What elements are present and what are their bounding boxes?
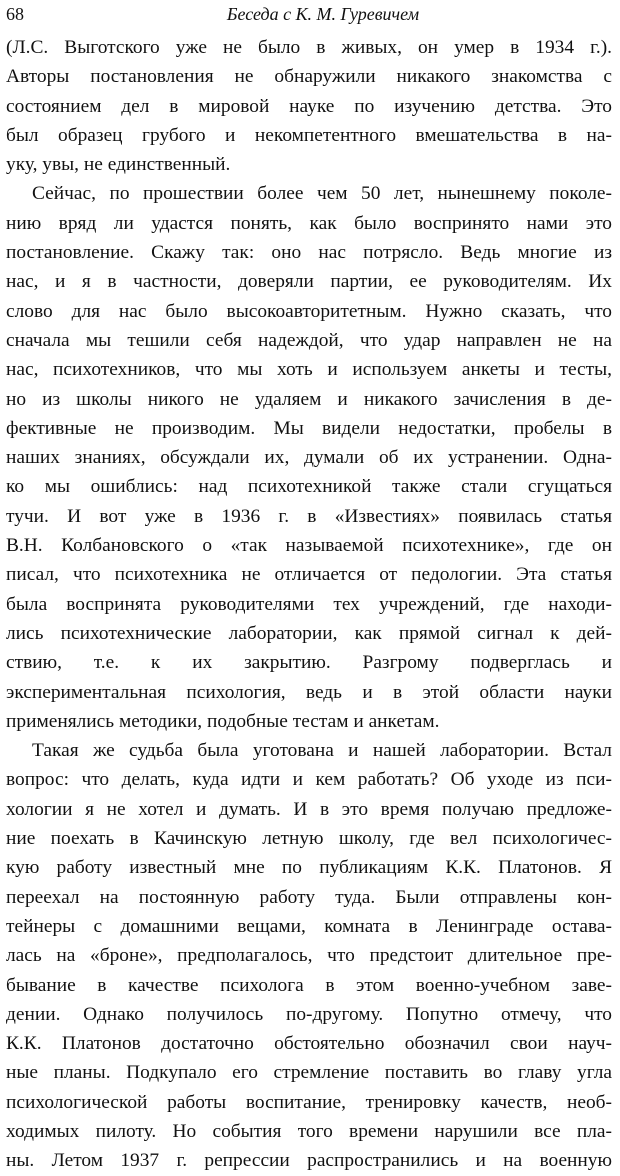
text-line: постановление. Скажу так: оно нас потрясло. Ведь многие из xyxy=(6,242,612,264)
text-line: лись психотехнические лаборатории, как прямой сигнал к дей- xyxy=(6,622,612,644)
paragraph-1 xyxy=(6,33,612,179)
text-line: экспериментальная психология, ведь и в этой области науки xyxy=(6,681,612,703)
text-line: лась на «броне», предполагалось, что предстоит длительное пре- xyxy=(6,945,612,967)
text-line: был образец грубого и некомпетентного вмешательства в на- xyxy=(6,124,612,146)
text-line: тейнеры с домашними вещами, комната в Ленинграде остава- xyxy=(6,915,612,937)
body-text xyxy=(6,33,612,1176)
text-line: ко мы ошиблись: над психотехникой также стали сгущаться xyxy=(6,476,612,498)
text-line: применялись методики, подобные тестам и анкетам. xyxy=(6,710,440,732)
text-line: состоянием дел в мировой науке по изучению детства. Это xyxy=(6,95,612,117)
text-line: бывание в качестве психолога в этом военно-учебном заве- xyxy=(6,974,612,996)
text-line: нию вряд ли удастся понять, как было воспринято нами это xyxy=(6,212,612,234)
page-header xyxy=(6,3,612,29)
text-line: ходимых пилоту. Но события того времени нарушили все пла- xyxy=(6,1120,612,1142)
text-line: К.К. Платонов достаточно обстоятельно обозначил свои науч- xyxy=(6,1033,612,1055)
text-line: наших знаниях, обсуждали их, думали об их устранении. Одна- xyxy=(6,447,612,469)
text-line: переехал на постоянную работу туда. Были отправлены кон- xyxy=(6,886,612,908)
text-line: нас, психотехников, что мы хоть и используем анкеты и тесты, xyxy=(6,359,612,381)
text-line: была воспринята руководителями тех учреждений, где находи- xyxy=(6,593,612,615)
text-line: ны. Летом 1937 г. репрессии распространились и на военную xyxy=(6,1150,612,1172)
running-title: Беседа с К. М. Гуревичем xyxy=(226,4,420,24)
text-line: писал, что психотехника не отличается от педологии. Эта статья xyxy=(6,564,612,586)
text-line: нас, и я в частности, доверяли партии, ее руководителям. Их xyxy=(6,271,612,293)
text-line: (Л.С. Выготского уже не было в живых, он умер в 1934 г.). xyxy=(6,37,612,58)
text-line: психологической работы воспитание, тренировку качеств, необ- xyxy=(6,1091,612,1113)
paragraph-3 xyxy=(6,736,612,1175)
page-number: 68 xyxy=(6,4,24,24)
text-line: но из школы никого не удаляем и никакого зачисления в де- xyxy=(6,388,612,410)
text-line: слово для нас было высокоавторитетным. Нужно сказать, что xyxy=(6,300,612,322)
text-line: Авторы постановления не обнаружили никакого знакомства с xyxy=(6,66,612,88)
text-line: вопрос: что делать, куда идти и кем работать? Об уходе из пси- xyxy=(6,769,612,791)
text-line: ние поехать в Качинскую летную школу, где вел психологичес- xyxy=(6,828,612,850)
paragraph-2 xyxy=(6,179,612,736)
text-line: сначала мы тешили себя надеждой, что удар направлен не на xyxy=(6,329,612,351)
text-line: кую работу известный мне по публикациям К.К. Платонов. Я xyxy=(6,857,612,879)
text-line: фективные не производим. Мы видели недостатки, пробелы в xyxy=(6,417,612,439)
text-line: дении. Однако получилось по-другому. Попутно отмечу, что xyxy=(6,1003,612,1025)
text-line: ные планы. Подкупало его стремление поставить во главу угла xyxy=(6,1062,612,1084)
text-line: Сейчас, по прошествии более чем 50 лет, нынешнему поколе- xyxy=(32,183,612,205)
text-line: тучи. И вот уже в 1936 г. в «Известиях» появилась статья xyxy=(6,505,612,527)
text-line: Такая же судьба была уготована и нашей лаборатории. Встал xyxy=(32,740,612,762)
text-line: В.Н. Колбановского о «так называемой психотехнике», где он xyxy=(6,535,612,557)
text-line: ствию, т.е. к их закрытию. Разгрому подверглась и xyxy=(6,652,612,674)
text-line: уку, увы, не единственный. xyxy=(6,154,231,176)
text-line: хологии я не хотел и думать. И в это время получаю предложе- xyxy=(6,798,612,820)
